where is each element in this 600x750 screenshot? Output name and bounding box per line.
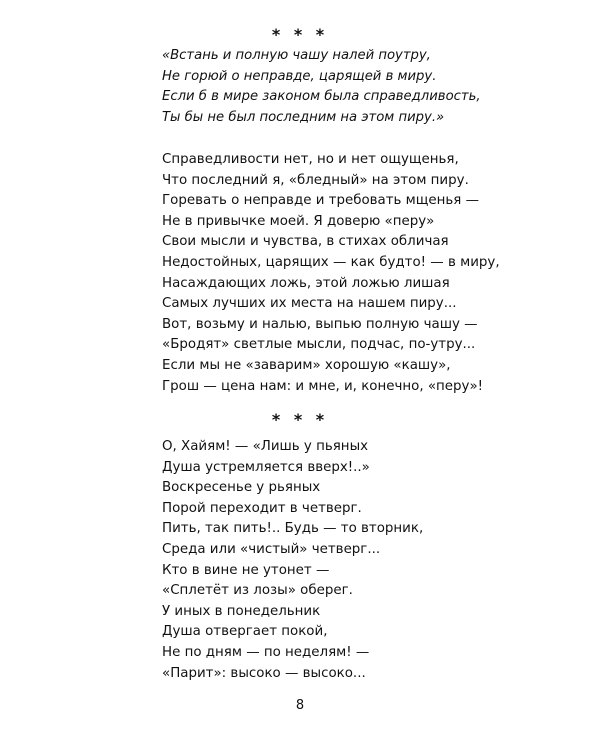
poem-line: У иных в понедельник <box>162 603 321 619</box>
poem-line: Душа отвергает покой, <box>162 624 328 640</box>
epigraph-line: Ты бы не был последним на этом пиру.» <box>162 109 445 125</box>
poem-line: Грош — цена нам: и мне, и, конечно, «перу»! <box>162 378 484 394</box>
poem-line: О, Хайям! — «Лишь у пьяных <box>162 439 369 454</box>
poem-line: Что последний я, «бледный» на этом пиру. <box>162 172 469 188</box>
poem-line: Пить, так пить!.. Будь — то вторник, <box>162 521 424 537</box>
poem-line: Среда или «чистый» четверг... <box>162 541 381 557</box>
poem-line: «Парит»: высоко — высоко... <box>162 665 366 681</box>
poem-line: Справедливости нет, но и нет ощущенья, <box>162 152 459 167</box>
epigraph-line: Если б в мире законом была справедливость, <box>162 89 481 104</box>
poem-line: Не в привычке моей. Я доверю «перу» <box>162 213 435 229</box>
epigraph <box>162 46 481 128</box>
poem-line: «Сплетёт из лозы» оберег. <box>162 583 353 599</box>
poem-2 <box>162 437 423 684</box>
poem-line: Если мы не «заварим» хорошую «кашу», <box>162 357 451 373</box>
poem-line: Свои мысли и чувства, в стихах обличая <box>162 234 449 250</box>
poem-line: Недостойных, царящих — как будто! — в миру, <box>162 254 500 270</box>
section-separator-2: * * * <box>271 410 329 429</box>
poem-line: «Бродят» светлые мысли, подчас, по-утру... <box>162 337 476 353</box>
poem-line: Порой переходит в четверг. <box>162 500 362 516</box>
section-separator-1: * * * <box>271 25 329 44</box>
poem-line: Душа устремляется вверх!..» <box>162 459 370 475</box>
poem-line: Кто в вине не утонет — <box>162 562 330 578</box>
page-number: 8 <box>295 698 305 713</box>
epigraph-line: Не горюй о неправде, царящей в миру. <box>162 68 437 84</box>
poem-1 <box>162 150 500 397</box>
poem-line: Самых лучших их места на нашем пиру... <box>162 296 457 312</box>
poem-line: Вот, возьму и налью, выпью полную чашу — <box>162 316 478 332</box>
poem-line: Не по дням — по неделям! — <box>162 644 370 660</box>
poem-line: Воскресенье у рьяных <box>162 480 321 496</box>
epigraph-line: «Встань и полную чашу налей поутру, <box>162 48 431 63</box>
poem-line: Горевать о неправде и требовать мщенья — <box>162 193 479 209</box>
poem-line: Насаждающих ложь, этой ложью лишая <box>162 275 450 291</box>
